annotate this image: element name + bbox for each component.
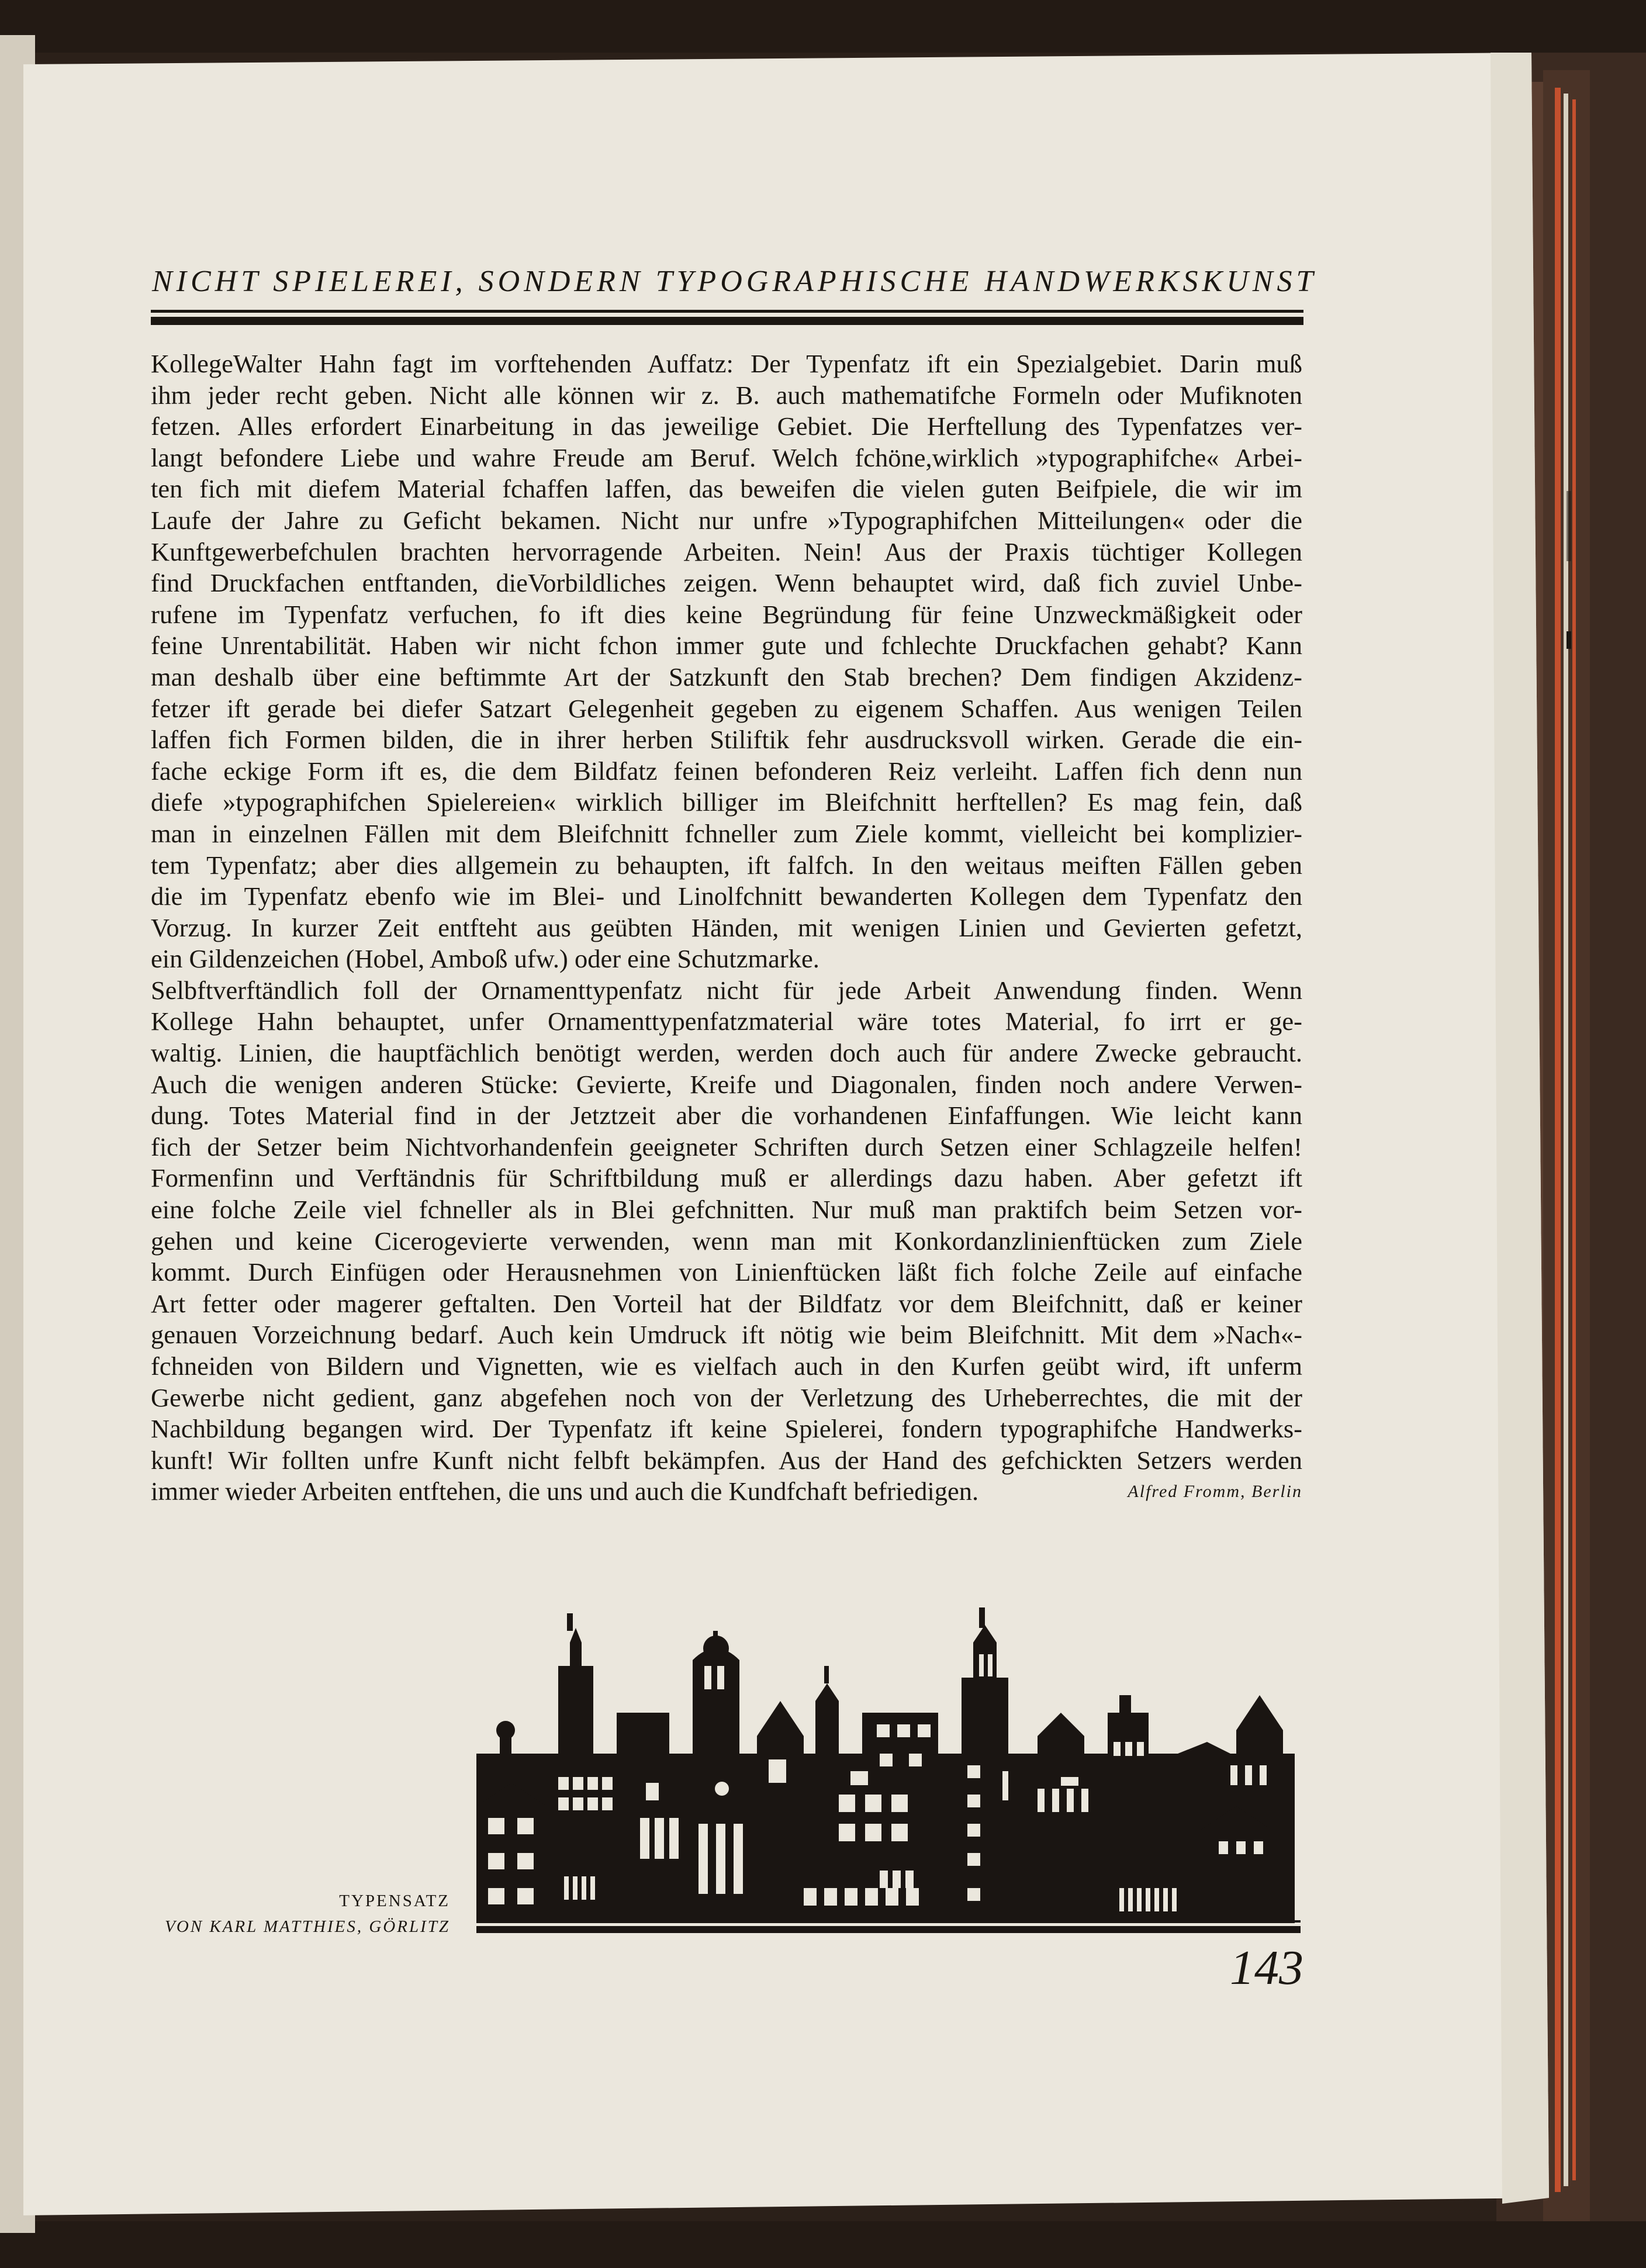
body-line: man deshalb über eine beftimmte Art der Satzkunft den Stab brechen? Dem findigen Akzidenz- [151,662,1302,692]
body-line: man in einzelnen Fällen mit dem Bleifchnitt fchneller zum Ziele kommt, vielleicht bei komplizier- [151,818,1302,848]
body-line: fchneiden von Bildern und Vignetten, wie es vielfach auch in den Kurfen geübt wird, ift unferm [151,1351,1302,1381]
body-line: find Druckfachen entftanden, dieVorbildliches zeigen. Wenn behauptet wird, daß fich zuviel Unbe- [151,568,1302,598]
page-number: 143 [1230,1941,1303,1995]
caption-line: TYPENSATZ [339,1892,450,1910]
running-head: NICHT SPIELEREI, SONDERN TYPOGRAPHISCHE HANDWERKSKUNST [152,265,1318,298]
body-line: ein Gildenzeichen (Hobel, Amboß ufw.) oder eine Schutzmarke. [151,944,819,974]
body-line: Auch die wenigen anderen Stücke: Gevierte, Kreife und Diagonalen, finden noch andere Verwen- [151,1069,1302,1099]
body-line: fache eckige Form ift es, die dem Bildfatz feinen befonderen Reiz verleiht. Laffen fich denn nun [151,756,1302,786]
body-line: Kunftgewerbefchulen brachten hervorragende Arbeiten. Nein! Aus der Praxis tüchtiger Kollegen [151,537,1302,566]
body-line: gehen und keine Cicerogevierte verwenden, wenn man mit Konkordanzlinienftücken zum Ziele [151,1226,1302,1256]
body-line: laffen fich Formen bilden, die in ihrer herben Stiliftik fehr ausdrucksvoll wirken. Gerade die ein- [151,725,1302,755]
body-line: die im Typenfatz ebenfo wie im Blei- und Linolfchnitt bewanderten Kollegen dem Typenfatz den [151,881,1302,911]
body-line: Art fetter oder magerer geftalten. Den Vorteil hat der Bildfatz vor dem Bleifchnitt, daß er keiner [151,1288,1302,1318]
body-line-final [151,1476,1302,1508]
body-line: Selbftverftändlich foll der Ornamenttypenfatz nicht für jede Arbeit Anwendung finden. Wenn [151,975,1302,1005]
body-line: fetzen. Alles erfordert Einarbeitung in das jeweilige Gebiet. Die Herftellung des Typenfatzes ver- [151,412,1302,441]
illustration-caption [117,1888,450,1939]
body-line-text: immer wieder Arbeiten entftehen, die uns und auch die Kundfchaft befriedigen. [151,1477,979,1506]
body-line: fich der Setzer beim Nichtvorhandenfein geeigneter Schriften durch Setzen einer Schlagzeile helfen! [151,1132,1302,1161]
body-line: Nachbildung begangen wird. Der Typenfatz ift keine Spielerei, fondern typographifche Handwerks- [151,1414,1302,1444]
body-line: Vorzug. In kurzer Zeit entfteht aus geübten Händen, mit wenigen Linien und Gevierten gefetzt, [151,912,1302,942]
body-line: waltig. Linien, die hauptfächlich benötigt werden, werden doch auch für andere Zwecke gebraucht. [151,1038,1302,1068]
body-line: langt befondere Liebe und wahre Freude am Beruf. Welch fchöne,wirklich »typographifche« Arbei- [151,442,1302,472]
body-line: diefe »typographifchen Spielereien« wirklich billiger im Bleifchnitt herftellen? Es mag fein, daß [151,787,1302,817]
body-line: Gewerbe nicht gedient, ganz abgefehen noch von der Verletzung des Urheberrechtes, die mit der [151,1382,1302,1412]
body-line: fetzer ift gerade bei diefer Satzart Gelegenheit gegeben zu eigenem Schaffen. Aus wenigen Teilen [151,693,1302,723]
body-line: kunft! Wir follten unfre Kunft nicht felbft bekämpfen. Aus der Hand des gefchickten Setzers werden [151,1445,1302,1475]
caption-line: VON KARL MATTHIES, GÖRLITZ [164,1917,450,1936]
body-line: ihm jeder recht geben. Nicht alle können wir z. B. auch mathematifche Formeln oder Mufiknoten [151,380,1302,410]
body-line: dung. Totes Material find in der Jetztzeit aber die vorhandenen Einfaffungen. Wie leicht kann [151,1101,1302,1130]
city-skyline-illustration [476,1596,1301,1941]
body-line: rufene im Typenfatz verfuchen, fo ift dies keine Begründung für feine Unzweckmäßigkeit oder [151,599,1302,629]
body-line: Laufe der Jahre zu Geficht bekamen. Nicht nur unfre »Typographifchen Mitteilungen« oder die [151,505,1302,535]
author-signature: Alfred Fromm, Berlin [1128,1482,1302,1502]
body-line: KollegeWalter Hahn fagt im vorftehenden Auffatz: Der Typenfatz ift ein Spezialgebiet. Darin muß [151,349,1302,378]
body-line: ten fich mit diefem Material fchaffen laffen, das beweifen die vielen guten Beifpiele, die wir im [151,474,1302,504]
body-line: tem Typenfatz; aber dies allgemein zu behaupten, ift falfch. In den weitaus meiften Fällen geben [151,850,1302,880]
body-line: genauen Vorzeichnung bedarf. Auch kein Umdruck ift nötig wie beim Bleifchnitt. Mit dem »Nach«- [151,1320,1302,1350]
body-line: Formenfinn und Verftändnis für Schriftbildung muß er allerdings dazu haben. Aber gefetzt ift [151,1163,1302,1193]
body-line: Kollege Hahn behauptet, unfer Ornamenttypenfatzmaterial wäre totes Material, fo irrt er ge- [151,1007,1302,1036]
body-line: kommt. Durch Einfügen oder Herausnehmen von Linienftücken läßt fich folche Zeile auf einfache [151,1257,1302,1287]
body-line: eine folche Zeile viel fchneller als in Blei gefchnitten. Nur muß man praktifch beim Setzen vor- [151,1195,1302,1225]
article-body [151,348,1302,1508]
heading-rule [151,310,1303,326]
body-line: feine Unrentabilität. Haben wir nicht fchon immer gute und fchlechte Druckfachen gehabt? Kann [151,631,1302,661]
